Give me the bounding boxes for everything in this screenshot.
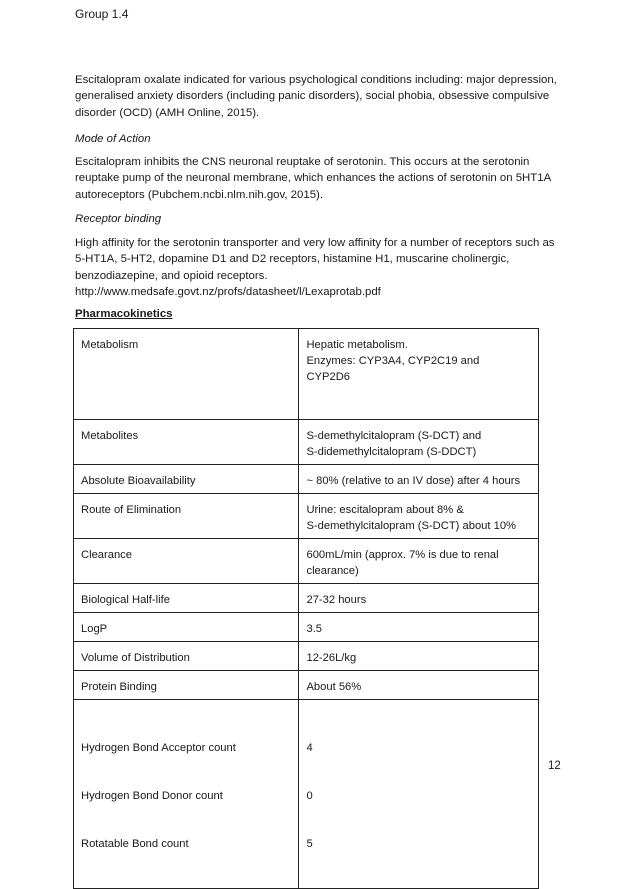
receptor-binding-line: High affinity for the serotonin transporter and very low affinity for a number of receptors such as: [75, 237, 555, 249]
reference-link[interactable]: http://www.medsafe.govt.nz/profs/datasheet/l/Lexaprotab.pdf: [75, 285, 381, 298]
mode-of-action-line: autoreceptors (Pubchem.ncbi.nlm.nih.gov, 2015).: [75, 188, 323, 201]
value-cell: Urine: escitalopram about 8% & S-demethylcitalopram (S-DCT) about 10%: [299, 494, 539, 539]
pharmacokinetics-heading: Pharmacokinetics: [75, 308, 173, 320]
property-cell: Metabolites: [74, 420, 299, 465]
property-cell: Biological Half-life: [74, 584, 299, 613]
receptor-binding-heading: Receptor binding: [75, 213, 162, 225]
property-cell: Protein Binding: [74, 671, 299, 700]
property-cell: Route of Elimination: [74, 494, 299, 539]
table-row: [74, 465, 539, 494]
property-cell: Metabolism: [74, 329, 299, 420]
property-cell: Clearance: [74, 539, 299, 584]
value-cell: 12-26L/kg: [299, 642, 539, 671]
property-cell: LogP: [74, 613, 299, 642]
intro-line: Escitalopram oxalate indicated for various psychological conditions including: major depression,: [75, 74, 557, 86]
pharmacokinetics-table: [73, 328, 539, 889]
table-row: [74, 671, 539, 700]
intro-line: generalised anxiety disorders (including panic disorders), social phobia, obsessive compulsive: [75, 90, 550, 103]
intro-paragraph: [75, 72, 565, 121]
property-cell: Absolute Bioavailability: [74, 465, 299, 494]
mode-of-action-paragraph: [75, 154, 565, 203]
mode-of-action-heading: Mode of Action: [75, 133, 151, 145]
group-header: Group 1.4: [75, 7, 129, 21]
table-row: [74, 539, 539, 584]
table-row: [74, 420, 539, 465]
receptor-binding-paragraph: [75, 235, 565, 300]
mode-of-action-line: reuptake pump of the neuronal membrane, which enhances the actions of serotonin on 5HT1A: [75, 172, 552, 185]
table-row: [74, 642, 539, 671]
value-cell: 600mL/min (approx. 7% is due to renal clearance): [299, 539, 539, 584]
table-row: [74, 494, 539, 539]
value-cell: Hepatic metabolism. Enzymes: CYP3A4, CYP2C19 and CYP2D6: [299, 329, 539, 420]
receptor-binding-line: 5-HT1A, 5-HT2, dopamine D1 and D2 receptors, histamine H1, muscarine cholinergic,: [75, 253, 510, 266]
property-cell: Volume of Distribution: [74, 642, 299, 671]
receptor-binding-line: benzodiazepine, and opioid receptors.: [75, 269, 268, 282]
value-cell: About 56%: [299, 671, 539, 700]
page-number: 12: [548, 760, 561, 772]
table-row: [74, 613, 539, 642]
intro-line: disorder (OCD) (AMH Online, 2015).: [75, 106, 260, 119]
value-cell: ~ 80% (relative to an IV dose) after 4 hours: [299, 465, 539, 494]
mode-of-action-line: Escitalopram inhibits the CNS neuronal reuptake of serotonin. This occurs at the serotonin: [75, 156, 530, 168]
table-row: [74, 700, 539, 889]
value-cell: 27-32 hours: [299, 584, 539, 613]
value-cell: S-demethylcitalopram (S-DCT) and S-didemethylcitalopram (S-DDCT): [299, 420, 539, 465]
table-row: [74, 329, 539, 420]
table-row: [74, 584, 539, 613]
property-cell: Hydrogen Bond Acceptor count Hydrogen Bond Donor count Rotatable Bond count: [74, 700, 299, 889]
value-cell: 3.5: [299, 613, 539, 642]
value-cell: 4 0 5: [299, 700, 539, 889]
